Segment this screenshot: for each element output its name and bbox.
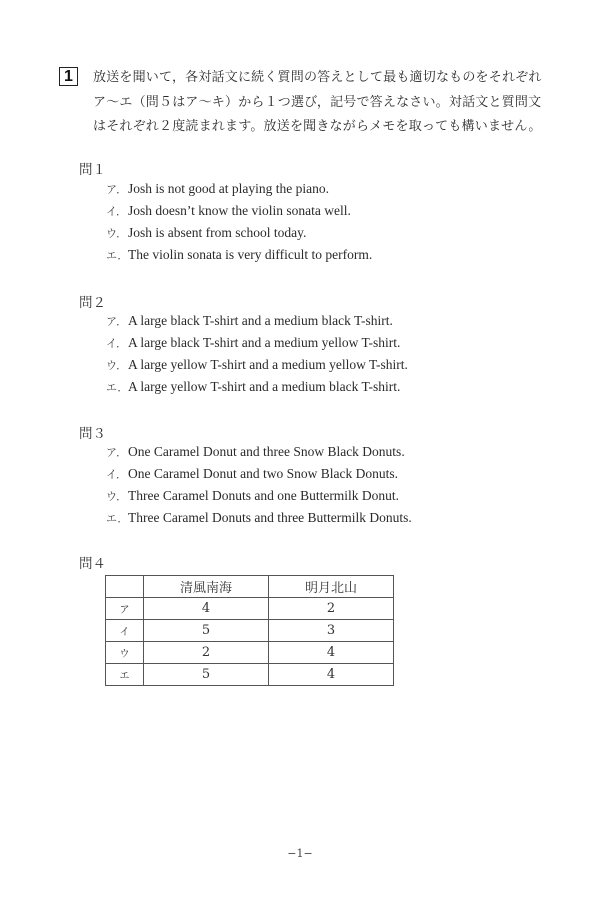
choice-text: Josh doesn’t know the violin sonata well. — [128, 203, 351, 218]
choice-text: Josh is not good at playing the piano. — [128, 181, 329, 196]
choice-q3-a — [106, 444, 405, 460]
choice-q1-b — [106, 203, 351, 219]
question-label-4: 問４ — [79, 556, 106, 572]
table-cell: 4 — [269, 642, 394, 664]
question-label-1: 問１ — [79, 162, 106, 178]
choice-mark: エ． — [106, 512, 129, 525]
table-header-cell — [106, 576, 144, 598]
table-row — [106, 620, 394, 642]
table-header-row — [106, 576, 394, 598]
table-row — [106, 598, 394, 620]
choice-text: Three Caramel Donuts and three Buttermilk Donuts. — [128, 510, 412, 525]
choice-mark: イ． — [106, 337, 128, 350]
choice-mark: ア． — [106, 315, 128, 328]
choice-q1-d — [106, 247, 372, 263]
choice-text: A large yellow T-shirt and a medium black T-shirt. — [128, 379, 401, 394]
choice-mark: ウ． — [106, 227, 128, 240]
table-cell: 5 — [144, 664, 269, 686]
question-4-table — [105, 575, 394, 686]
choice-text: One Caramel Donut and two Snow Black Donuts. — [128, 466, 398, 481]
table-cell: 5 — [144, 620, 269, 642]
choice-text: A large black T-shirt and a medium yellow T-shirt. — [128, 335, 401, 350]
choice-q3-b — [106, 466, 398, 482]
table-cell: エ — [106, 664, 144, 686]
choice-q3-c — [106, 488, 399, 504]
choice-mark: イ． — [106, 205, 128, 218]
choice-q2-b — [106, 335, 400, 351]
instructions-text: 放送を聞いて，各対話文に続く質問の答えとして最も適切なものをそれぞれア～エ（問５はア～キ）から１つ選び，記号で答えなさい。対話文と質問文はそれぞれ２度読まれます。放送を聞きながらメモを取っても構いません。 — [93, 70, 542, 134]
choice-mark: ウ． — [106, 490, 128, 503]
choice-text: Three Caramel Donuts and one Buttermilk Donut. — [128, 488, 400, 503]
question-label-2: 問２ — [79, 295, 106, 311]
choice-text: One Caramel Donut and three Snow Black Donuts. — [128, 444, 405, 459]
table-header-cell: 明月北山 — [269, 576, 394, 598]
table-cell: 4 — [144, 598, 269, 620]
choice-mark: エ． — [106, 381, 129, 394]
choice-mark: エ． — [106, 249, 129, 262]
table-cell: ウ — [106, 642, 144, 664]
choice-q2-c — [106, 357, 408, 373]
page-number: −1− — [287, 847, 313, 860]
choice-text: The violin sonata is very difficult to perform. — [128, 247, 373, 262]
table-cell: 2 — [269, 598, 394, 620]
choice-text: Josh is absent from school today. — [128, 225, 307, 240]
choice-q2-a — [106, 313, 393, 329]
choice-text: A large black T-shirt and a medium black T-shirt. — [128, 313, 393, 328]
table-row — [106, 664, 394, 686]
table-cell: ア — [106, 598, 144, 620]
table-cell: イ — [106, 620, 144, 642]
choice-text: A large yellow T-shirt and a medium yellow T-shirt. — [128, 357, 408, 372]
table-row — [106, 642, 394, 664]
choice-mark: ア． — [106, 446, 128, 459]
choice-mark: ウ． — [106, 359, 128, 372]
table-cell: 2 — [144, 642, 269, 664]
choice-q1-a — [106, 181, 329, 197]
table-header-cell: 清風南海 — [144, 576, 269, 598]
table-cell: 4 — [269, 664, 394, 686]
choice-q3-d — [106, 510, 412, 526]
table-cell: 3 — [269, 620, 394, 642]
choice-q2-d — [106, 379, 400, 395]
choice-q1-c — [106, 225, 306, 241]
choice-mark: イ． — [106, 468, 128, 481]
choice-mark: ア． — [106, 183, 128, 196]
question-number-box: 1 — [59, 67, 78, 86]
question-label-3: 問３ — [79, 426, 106, 442]
